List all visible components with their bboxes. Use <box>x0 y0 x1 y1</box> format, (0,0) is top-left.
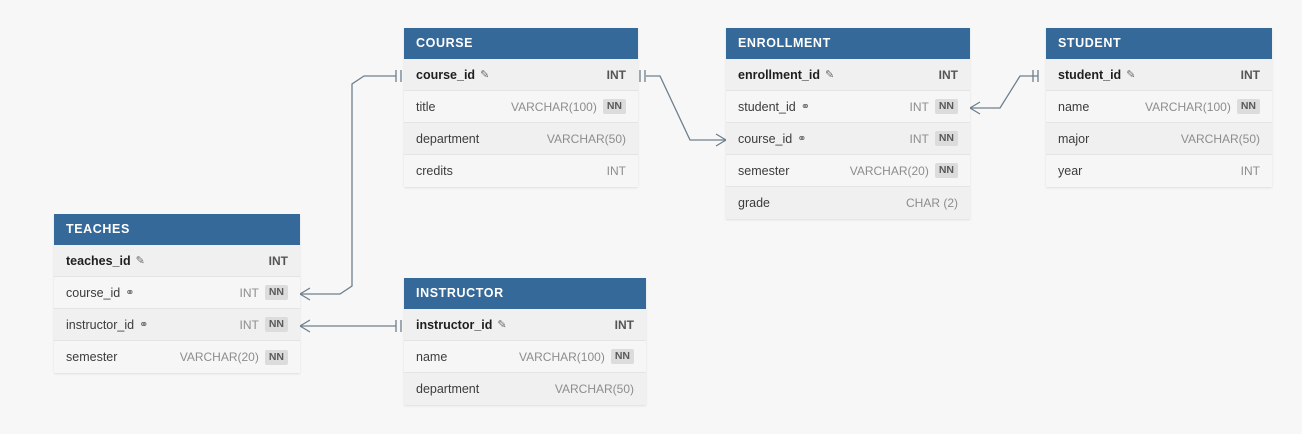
entity-teaches[interactable] <box>54 214 300 373</box>
one-notch-student-pk <box>1033 70 1038 82</box>
primary-key-icon: ✎ <box>135 255 145 267</box>
attribute-name: year <box>1058 164 1083 178</box>
attribute-type: VARCHAR(20) <box>849 163 929 178</box>
attribute-row[interactable] <box>1046 59 1272 91</box>
crowfoot-teaches-instructor <box>300 320 310 332</box>
attribute-type: INT <box>239 317 259 332</box>
attribute-name: course_id <box>66 285 121 300</box>
attribute-row[interactable] <box>1046 91 1272 123</box>
crowfoot-teaches-course <box>300 288 310 300</box>
attribute-row[interactable] <box>404 341 646 373</box>
attribute-type: INT <box>1240 67 1260 82</box>
attribute-row[interactable] <box>54 309 300 341</box>
attribute-name: semester <box>66 350 118 364</box>
entity-title-course: COURSE <box>404 28 638 59</box>
attribute-type: INT <box>268 253 288 268</box>
primary-key-icon: ✎ <box>1126 69 1136 81</box>
one-notch-course-left <box>396 70 401 82</box>
entity-enrollment[interactable] <box>726 28 970 219</box>
attribute-row[interactable] <box>54 341 300 373</box>
entity-course[interactable] <box>404 28 638 187</box>
not-null-badge: NN <box>1237 99 1260 114</box>
attribute-name: course_id <box>738 131 793 146</box>
not-null-badge: NN <box>935 131 958 146</box>
not-null-badge: NN <box>265 285 288 300</box>
attribute-row[interactable] <box>1046 155 1272 187</box>
attribute-row[interactable] <box>726 155 970 187</box>
attribute-name: department <box>416 382 480 396</box>
attribute-row[interactable] <box>726 59 970 91</box>
attribute-type: INT <box>938 67 958 82</box>
attribute-name: semester <box>738 163 790 178</box>
attribute-type: INT <box>909 99 929 114</box>
entity-title-teaches: TEACHES <box>54 214 300 245</box>
not-null-badge: NN <box>265 350 288 365</box>
primary-key-icon: ✎ <box>480 69 490 81</box>
attribute-type: VARCHAR(100) <box>511 99 597 114</box>
edge-teaches-course <box>300 76 396 294</box>
primary-key-icon: ✎ <box>497 319 507 331</box>
attribute-type: VARCHAR(20) <box>179 350 259 364</box>
attribute-name: student_id <box>738 99 796 114</box>
attribute-type: INT <box>1240 164 1260 178</box>
attribute-row[interactable] <box>404 91 638 123</box>
attribute-type: INT <box>239 285 259 300</box>
attribute-row[interactable] <box>54 277 300 309</box>
attribute-type: VARCHAR(50) <box>1180 131 1260 146</box>
not-null-badge: NN <box>265 317 288 332</box>
foreign-key-icon: ⚭ <box>125 287 135 299</box>
attribute-name: department <box>416 131 480 146</box>
crowfoot-student-side <box>970 102 980 114</box>
attribute-name: student_id <box>1058 67 1122 82</box>
attribute-name: title <box>416 99 436 114</box>
attribute-type: VARCHAR(100) <box>519 349 605 364</box>
edge-enrollment-student <box>970 76 1038 108</box>
attribute-row[interactable] <box>404 59 638 91</box>
primary-key-icon: ✎ <box>824 69 835 81</box>
one-notch-course-pk <box>640 70 645 82</box>
attribute-name: teaches_id <box>66 253 131 268</box>
foreign-key-icon: ⚭ <box>800 101 810 113</box>
attribute-row[interactable] <box>404 155 638 187</box>
attribute-row[interactable] <box>404 123 638 155</box>
attribute-name: grade <box>738 196 770 210</box>
not-null-badge: NN <box>603 99 626 114</box>
entity-title-enrollment: ENROLLMENT <box>726 28 970 59</box>
attribute-row[interactable] <box>404 309 646 341</box>
not-null-badge: NN <box>611 349 634 364</box>
attribute-type: INT <box>606 67 626 82</box>
crowfoot-enrollment-course <box>716 134 726 146</box>
foreign-key-icon: ⚭ <box>797 133 807 145</box>
entity-instructor[interactable] <box>404 278 646 405</box>
attribute-type: VARCHAR(50) <box>554 382 634 396</box>
attribute-type: INT <box>614 317 634 332</box>
attribute-row[interactable] <box>404 373 646 405</box>
attribute-type: VARCHAR(100) <box>1145 99 1231 114</box>
entity-title-student: STUDENT <box>1046 28 1272 59</box>
attribute-name: name <box>416 349 448 364</box>
attribute-row[interactable] <box>1046 123 1272 155</box>
entity-student[interactable] <box>1046 28 1272 187</box>
attribute-row[interactable] <box>726 187 970 219</box>
attribute-name: instructor_id <box>66 317 135 332</box>
attribute-row[interactable] <box>726 123 970 155</box>
attribute-type: CHAR (2) <box>905 196 958 210</box>
attribute-name: course_id <box>416 67 476 82</box>
attribute-name: name <box>1058 99 1090 114</box>
not-null-badge: NN <box>935 99 958 114</box>
attribute-name: enrollment_id <box>738 67 820 82</box>
not-null-badge: NN <box>935 163 958 178</box>
attribute-name: credits <box>416 164 453 178</box>
attribute-type: VARCHAR(50) <box>546 131 626 146</box>
attribute-row[interactable] <box>726 91 970 123</box>
edge-enrollment-course <box>646 76 726 140</box>
attribute-name: instructor_id <box>416 317 493 332</box>
attribute-row[interactable] <box>54 245 300 277</box>
foreign-key-icon: ⚭ <box>139 319 149 331</box>
attribute-name: major <box>1058 131 1090 146</box>
attribute-type: INT <box>606 164 626 178</box>
attribute-type: INT <box>909 131 929 146</box>
entity-title-instructor: INSTRUCTOR <box>404 278 646 309</box>
one-notch-instructor-pk <box>396 320 401 332</box>
